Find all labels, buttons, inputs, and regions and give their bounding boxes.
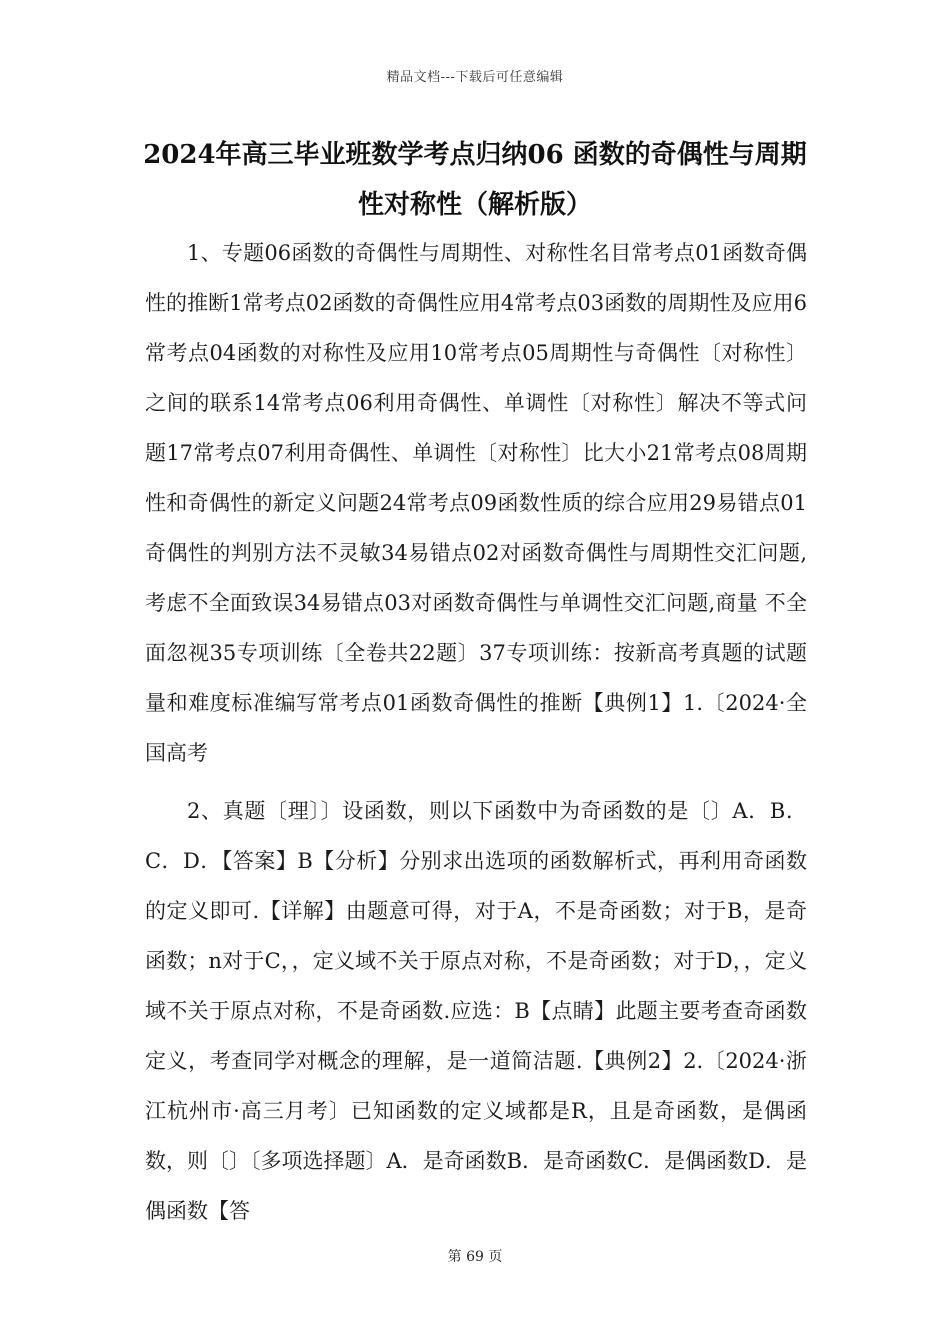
- header-note: 精品文档---下载后可任意编辑: [386, 70, 564, 85]
- page-number: 第 69 页: [447, 1249, 503, 1265]
- document-body: [145, 228, 807, 1236]
- paragraph: 2、真题〔理〕〕设函数，则以下函数中为奇函数的是〔〕A．B．C．D．【答案】B【分析】分别求出选项的函数解析式，再利用奇函数的定义即可.【详解】由题意可得，对于A，不是奇函数；对于B，是奇函数；n对于C，，定义域不关于原点对称，不是奇函数；对于D，，定义域不关于原点对称，不是奇函数.应选：B【点睛】此题主要考查奇函数定义，考查同学对概念的理解，是一道简洁题.【典例2】2.〔2024·浙江杭州市·高三月考〕已知函数的定义域都是R，且是奇函数，是偶函数，则〔〕〔多项选择题〕A．是奇函数B．是奇函数C．是偶函数D．是偶函数【答: [145, 799, 807, 1223]
- document-title: 2024年高三毕业班数学考点归纳06 函数的奇偶性与周期性对称性（解析版）: [143, 140, 807, 220]
- paragraph: 1、专题06函数的奇偶性与周期性、对称性名目常考点01函数奇偶性的推断1常考点02函数的奇偶性应用4常考点03函数的周期性及应用6常考点04函数的对称性及应用10常考点05周期性与奇偶性〔对称性〕之间的联系14常考点06利用奇偶性、单调性〔对称性〕解决不等式问题17常考点07利用奇偶性、单调性〔对称性〕比大小21常考点08周期性和奇偶性的新定义问题24常考点09函数性质的综合应用29易错点01奇偶性的判别方法不灵敏34易错点02对函数奇偶性与周期性交汇问题,考虑不全面致误34易错点03对函数奇偶性与单调性交汇问题,商量 不全面忽视35专项训练〔全卷共22题〕37专项训练：按新高考真题的试题量和难度标准编写常考点01函数奇偶性的推断【典例1】1.〔2024·全国高考: [145, 241, 807, 765]
